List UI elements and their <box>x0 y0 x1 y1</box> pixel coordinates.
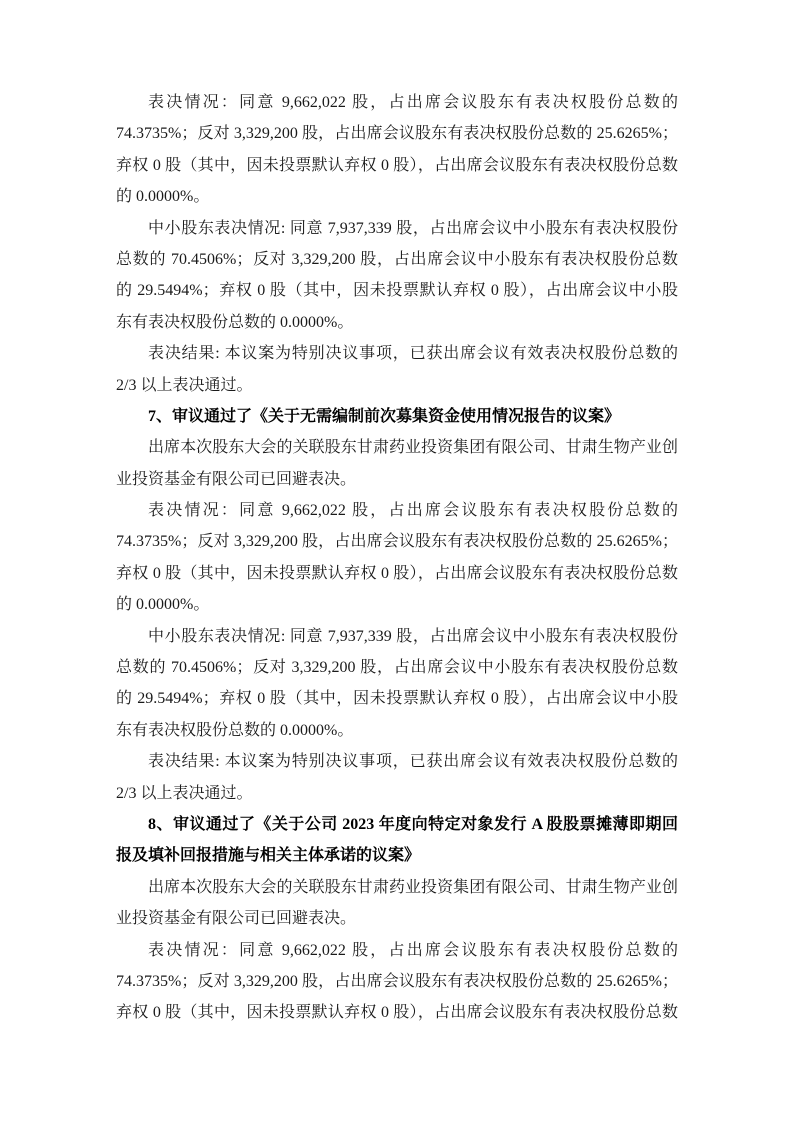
heading-line: 7、审议通过了《关于无需编制前次募集资金使用情况报告的议案》 <box>148 407 621 425</box>
text-line: 表决情况：同意 9,662,022 股，占出席会议股东有表决权股份总数的 <box>148 94 678 111</box>
text-line: 弃权 0 股（其中，因未投票默认弃权 0 股），占出席会议股东有表决权股份总数 <box>116 1004 678 1022</box>
text-line: 的 29.5494%；弃权 0 股（其中，因未投票默认弃权 0 股），占出席会议中小股 <box>116 690 678 708</box>
document-content <box>116 87 678 1029</box>
text-line: 的 29.5494%；弃权 0 股（其中，因未投票默认弃权 0 股），占出席会议中小股 <box>116 282 678 300</box>
text-line: 的 0.0000%。 <box>116 596 210 614</box>
text-line: 的 0.0000%。 <box>116 188 210 206</box>
text-line: 2/3 以上表决通过。 <box>116 784 253 802</box>
text-line: 中小股东表决情况: 同意 7,937,339 股，占出席会议中小股东有表决权股份 <box>148 627 678 645</box>
text-line: 东有表决权股份总数的 0.0000%。 <box>116 313 354 331</box>
text-line: 2/3 以上表决通过。 <box>116 376 253 394</box>
text-line: 东有表决权股份总数的 0.0000%。 <box>116 721 354 739</box>
text-line: 业投资基金有限公司已回避表决。 <box>116 910 357 928</box>
text-line: 74.3735%；反对 3,329,200 股，占出席会议股东有表决权股份总数的 25.6265%； <box>116 972 678 990</box>
text-line: 表决结果: 本议案为特别决议事项，已获出席会议有效表决权股份总数的 <box>148 753 678 771</box>
text-line: 出席本次股东大会的关联股东甘肃药业投资集团有限公司、甘肃生物产业创 <box>148 878 678 896</box>
text-line: 74.3735%；反对 3,329,200 股，占出席会议股东有表决权股份总数的 25.6265%； <box>116 533 678 551</box>
text-line: 表决结果: 本议案为特别决议事项，已获出席会议有效表决权股份总数的 <box>148 345 678 363</box>
text-line: 表决情况：同意 9,662,022 股，占出席会议股东有表决权股份总数的 <box>148 502 678 520</box>
text-line: 总数的 70.4506%；反对 3,329,200 股，占出席会议中小股东有表决权股份总数 <box>116 659 678 677</box>
text-line: 表决情况：同意 9,662,022 股，占出席会议股东有表决权股份总数的 <box>148 941 678 959</box>
text-line: 中小股东表决情况: 同意 7,937,339 股，占出席会议中小股东有表决权股份 <box>148 219 678 237</box>
text-line: 业投资基金有限公司已回避表决。 <box>116 470 357 488</box>
heading-line: 8、审议通过了《关于公司 2023 年度向特定对象发行 A 股股票摊薄即期回 <box>148 815 678 833</box>
text-line: 弃权 0 股（其中，因未投票默认弃权 0 股），占出席会议股东有表决权股份总数 <box>116 156 678 174</box>
heading-line: 报及填补回报措施与相关主体承诺的议案》 <box>116 847 421 865</box>
text-line: 74.3735%；反对 3,329,200 股，占出席会议股东有表决权股份总数的 25.6265%； <box>116 125 678 143</box>
text-line: 总数的 70.4506%；反对 3,329,200 股，占出席会议中小股东有表决权股份总数 <box>116 250 678 268</box>
text-line: 出席本次股东大会的关联股东甘肃药业投资集团有限公司、甘肃生物产业创 <box>148 439 678 457</box>
text-line: 弃权 0 股（其中，因未投票默认弃权 0 股），占出席会议股东有表决权股份总数 <box>116 564 678 582</box>
